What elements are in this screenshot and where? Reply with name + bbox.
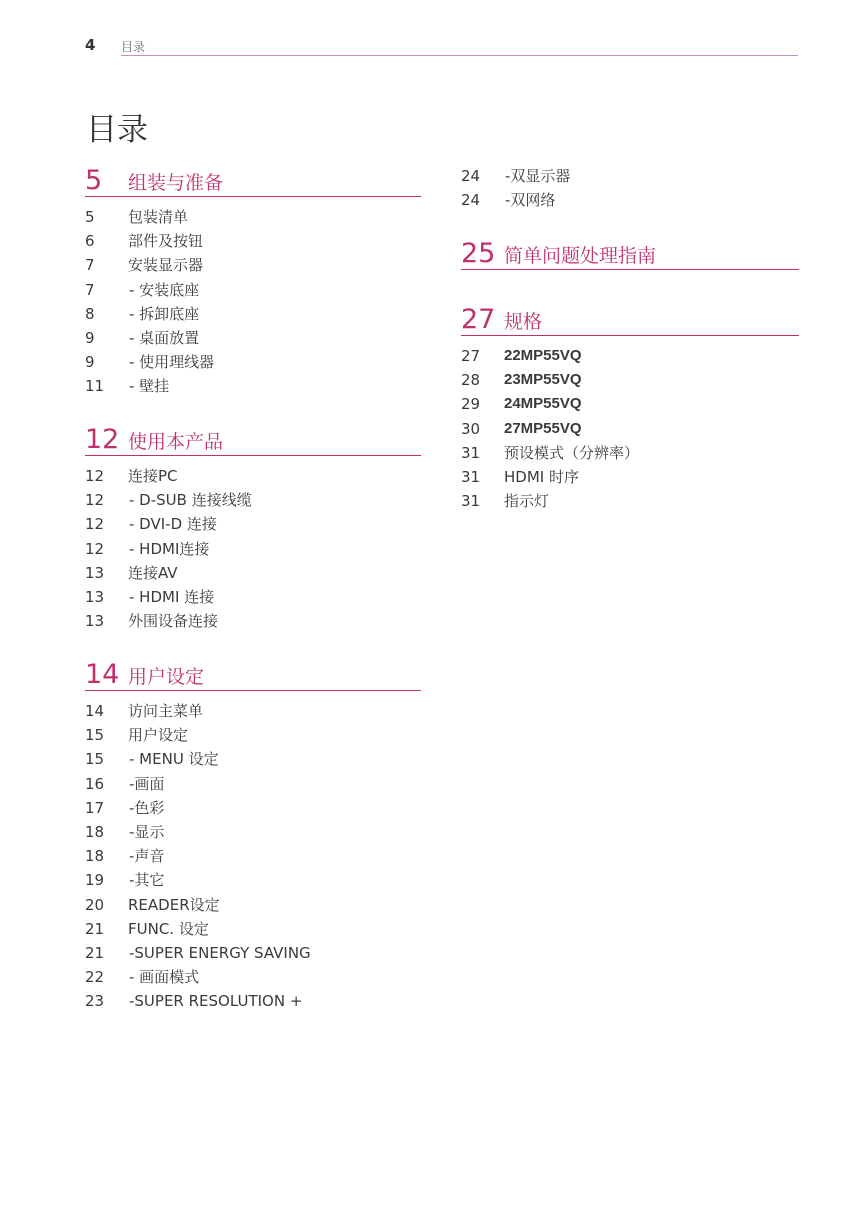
entry-page: 21 [85,943,105,962]
entry-page: 31 [461,443,481,462]
toc-entry[interactable] [85,302,421,326]
entry-label: - 使用理线器 [129,353,215,372]
section-number: 25 [461,238,496,269]
entry-label: -色彩 [129,798,165,817]
entry-page: 28 [461,371,481,390]
toc-entry[interactable] [461,392,799,416]
toc-entry[interactable] [85,893,421,917]
entry-page: 19 [85,871,105,890]
toc-section-user-settings [85,659,421,1013]
toc-entries [461,344,799,513]
entry-label: -SUPER ENERGY SAVING [129,943,311,962]
entry-label: -其它 [129,871,165,890]
toc-entry[interactable] [85,796,421,820]
entry-page: 7 [85,256,95,275]
entry-page: 24 [461,191,481,210]
entry-label: 22MP55VQ [504,347,582,364]
toc-entry[interactable] [461,489,799,513]
entry-page: 16 [85,774,105,793]
entry-label: 24MP55VQ [504,395,582,413]
entry-page: 9 [85,328,95,347]
entry-page: 14 [85,702,105,720]
entry-page: 13 [85,612,105,631]
toc-entries [85,464,421,633]
entry-label: 连接AV [128,563,178,582]
toc-entry[interactable] [85,844,421,868]
entry-label: - HDMI连接 [129,539,210,558]
toc-entry[interactable] [461,188,799,212]
entry-label: READER设定 [128,895,220,914]
entry-page: 31 [461,467,481,486]
entry-page: 7 [85,280,95,299]
entry-page: 12 [85,515,105,534]
entry-page: 13 [85,587,105,606]
entry-label: 访问主菜单 [128,702,204,720]
toc-section-specifications [461,304,799,513]
toc-entry[interactable] [85,699,421,723]
toc-entries [461,164,799,212]
toc-entry[interactable] [85,326,421,350]
section-heading[interactable] [85,659,421,691]
toc-section-using-product [85,424,421,633]
toc-entry[interactable] [85,989,421,1013]
entry-label: 部件及按钮 [128,232,204,251]
toc-entry[interactable] [85,512,421,536]
entry-page: 13 [85,563,105,582]
entry-page: 15 [85,750,105,769]
header-title: 目录 [121,40,146,54]
entry-label: 23MP55VQ [504,371,582,389]
entry-page: 22 [85,968,105,987]
toc-entry[interactable] [85,965,421,989]
entry-label: -双网络 [505,191,556,210]
header-rule [121,55,798,56]
toc-entry[interactable] [85,561,421,585]
toc-entry[interactable] [461,417,799,441]
entry-page: 8 [85,304,95,323]
page-header [85,36,798,56]
entry-page: 12 [85,467,105,485]
toc-entry[interactable] [85,205,421,229]
section-number: 5 [85,165,103,196]
entry-page: 27 [461,347,481,365]
header-page-number: 4 [85,36,96,54]
entry-page: 15 [85,726,105,745]
entry-page: 11 [85,377,105,396]
entry-label: 连接PC [128,467,178,485]
toc-entry[interactable] [85,747,421,771]
entry-label: - 桌面放置 [129,328,200,347]
section-title: 用户设定 [128,666,205,688]
section-heading[interactable] [461,304,799,336]
entry-page: 6 [85,232,95,251]
entry-page: 30 [461,419,481,438]
entry-label: -双显示器 [505,167,571,185]
toc-entry[interactable] [85,464,421,488]
toc-entry[interactable] [461,368,799,392]
section-title: 简单问题处理指南 [504,245,657,267]
section-title: 使用本产品 [128,431,224,453]
toc-entry[interactable] [461,441,799,465]
entry-page: 29 [461,395,481,414]
entry-page: 18 [85,822,105,841]
toc-entry[interactable] [85,374,421,398]
toc-entry[interactable] [85,868,421,892]
toc-entries [85,205,421,399]
entry-label: - 拆卸底座 [129,304,200,323]
toc-entry[interactable] [85,253,421,277]
entry-page: 9 [85,353,95,372]
toc-entry[interactable] [85,585,421,609]
toc-entry[interactable] [85,537,421,561]
section-heading[interactable] [85,165,421,197]
entry-label: - 壁挂 [129,377,170,396]
entry-label: -画面 [129,774,165,793]
entry-page: 31 [461,492,481,511]
entry-label: 安装显示器 [128,256,204,275]
page-title: 目录 [86,112,148,148]
toc-entries [85,699,421,1013]
section-heading[interactable] [85,424,421,456]
entry-label: - 安装底座 [129,280,200,299]
section-number: 12 [85,424,120,455]
toc-section-troubleshooting [461,238,799,270]
entry-page: 5 [85,208,95,226]
toc-section-assembly [85,165,421,399]
entry-page: 12 [85,539,105,558]
toc-entry[interactable] [85,820,421,844]
toc-entry[interactable] [85,350,421,374]
entry-label: - 画面模式 [129,968,200,987]
section-number: 27 [461,304,496,335]
entry-page: 23 [85,992,105,1011]
section-title: 组装与准备 [128,172,224,194]
entry-page: 21 [85,919,105,938]
toc-entry[interactable] [85,917,421,941]
entry-label: -声音 [129,847,165,866]
entry-label: 27MP55VQ [504,419,582,437]
toc-entry[interactable] [461,465,799,489]
entry-label: - HDMI 连接 [129,587,215,606]
entry-label: - MENU 设定 [129,750,219,769]
entry-label: - DVI-D 连接 [129,515,217,534]
toc-entry[interactable] [85,609,421,633]
toc-entry[interactable] [85,488,421,512]
entry-page: 17 [85,798,105,817]
entry-label: - D-SUB 连接线缆 [129,491,252,510]
toc-entry[interactable] [461,164,799,188]
entry-label: HDMI 时序 [504,467,579,486]
toc-section-continued [461,164,799,212]
entry-label: -显示 [129,822,165,841]
entry-label: 指示灯 [504,492,550,511]
section-title: 规格 [504,311,543,333]
toc-entry[interactable] [85,772,421,796]
section-number: 14 [85,659,120,690]
toc-entry[interactable] [85,941,421,965]
entry-page: 18 [85,847,105,866]
toc-entry[interactable] [85,278,421,302]
entry-label: 用户设定 [128,726,189,745]
entry-page: 12 [85,491,105,510]
toc-entry[interactable] [85,723,421,747]
entry-page: 24 [461,167,481,185]
entry-label: 外围设备连接 [128,612,219,631]
entry-label: -SUPER RESOLUTION + [129,992,303,1011]
toc-entry[interactable] [85,229,421,253]
section-heading[interactable] [461,238,799,270]
toc-entry[interactable] [461,344,799,368]
entry-label: FUNC. 设定 [128,919,209,938]
entry-page: 20 [85,895,105,914]
entry-label: 包装清单 [128,208,189,226]
entry-label: 预设模式（分辨率） [504,443,640,462]
